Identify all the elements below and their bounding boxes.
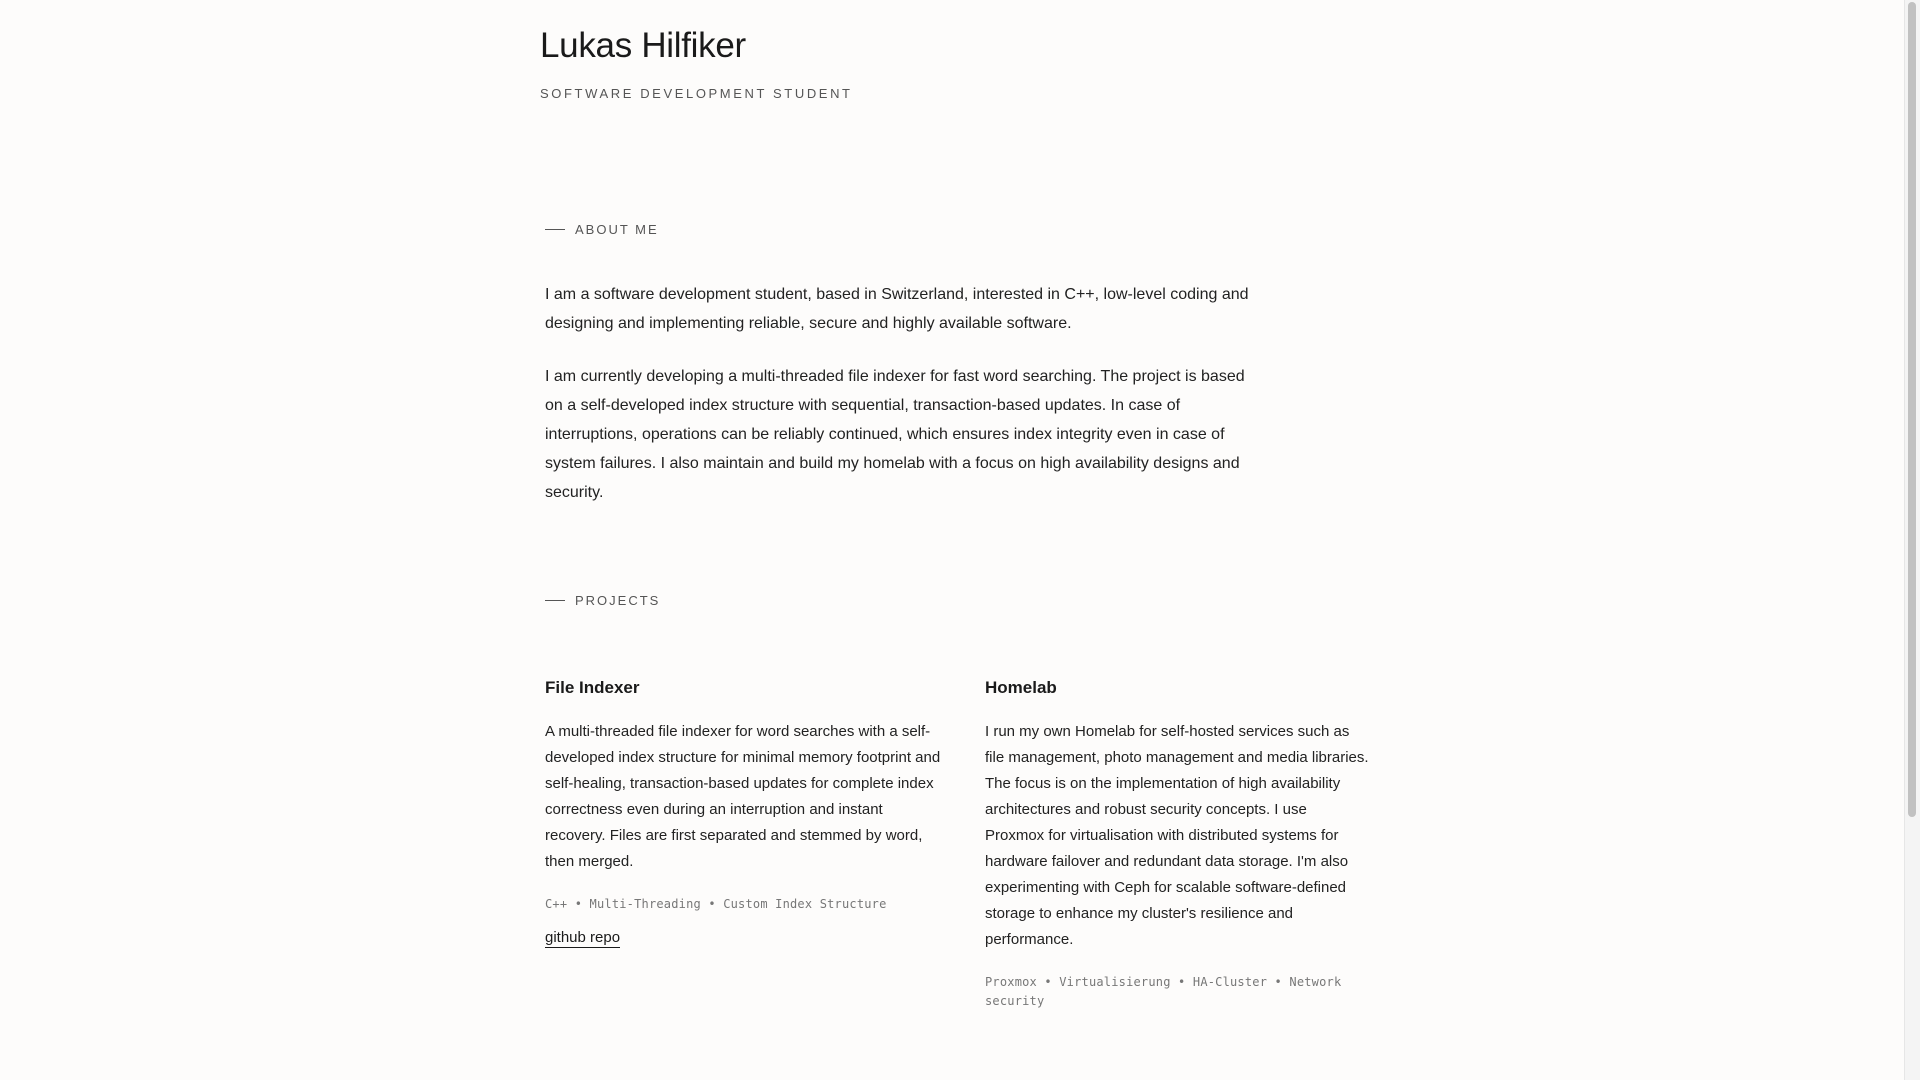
about-paragraph: I am currently developing a multi-threaded file indexer for fast word searching. The project is based on a self-developed index structure with sequential, transaction-based updates. In case of interruptions, operations can be reliably continued, which ensures index integrity even in case of system failures. I also maintain and build my homelab with a focus on high availability designs and security. (545, 368, 1245, 501)
github-repo-link[interactable]: github repo (545, 929, 621, 946)
section-divider-line (545, 229, 565, 230)
site-subtitle: SOFTWARE DEVELOPMENT STUDENT (540, 86, 853, 101)
about-section-label (545, 222, 659, 237)
project-title: File Indexer (545, 678, 640, 697)
section-divider-line (545, 600, 565, 601)
about-label-text: ABOUT ME (575, 222, 659, 237)
about-section (545, 280, 1265, 531)
project-card-homelab (985, 676, 1370, 1011)
projects-label-text: PROJECTS (575, 593, 661, 608)
site-header (540, 22, 1440, 101)
about-paragraph: I am a software development student, based in Switzerland, interested in C++, low-level coding and designing and implementing reliable, secure and highly available software. (545, 286, 1249, 332)
site-title: Lukas Hilfiker (540, 26, 746, 65)
vertical-scrollbar[interactable] (1904, 0, 1920, 1080)
project-tags: Proxmox • Virtualisierung • HA-Cluster • Network security (985, 975, 1342, 1008)
project-title: Homelab (985, 678, 1057, 697)
project-card-file-indexer (545, 676, 945, 948)
scrollbar-thumb[interactable] (1908, 2, 1916, 817)
project-description: I run my own Homelab for self-hosted services such as file management, photo management and media libraries. The focus is on the implementation of high availability architectures and robust security concepts. I use Proxmox for virtualisation with distributed systems for hardware failover and redundant data storage. I'm also experimenting with Ceph for scalable software-defined storage to enhance my cluster's resilience and performance. (985, 723, 1369, 948)
project-tags: C++ • Multi-Threading • Custom Index Structure (545, 897, 887, 911)
projects-section-label (545, 593, 660, 608)
project-description: A multi-threaded file indexer for word searches with a self-developed index structure for minimal memory footprint and self-healing, transaction-based updates for complete index correctness even during an interruption and instant recovery. Files are first separated and stemmed by word, then merged. (545, 723, 941, 870)
